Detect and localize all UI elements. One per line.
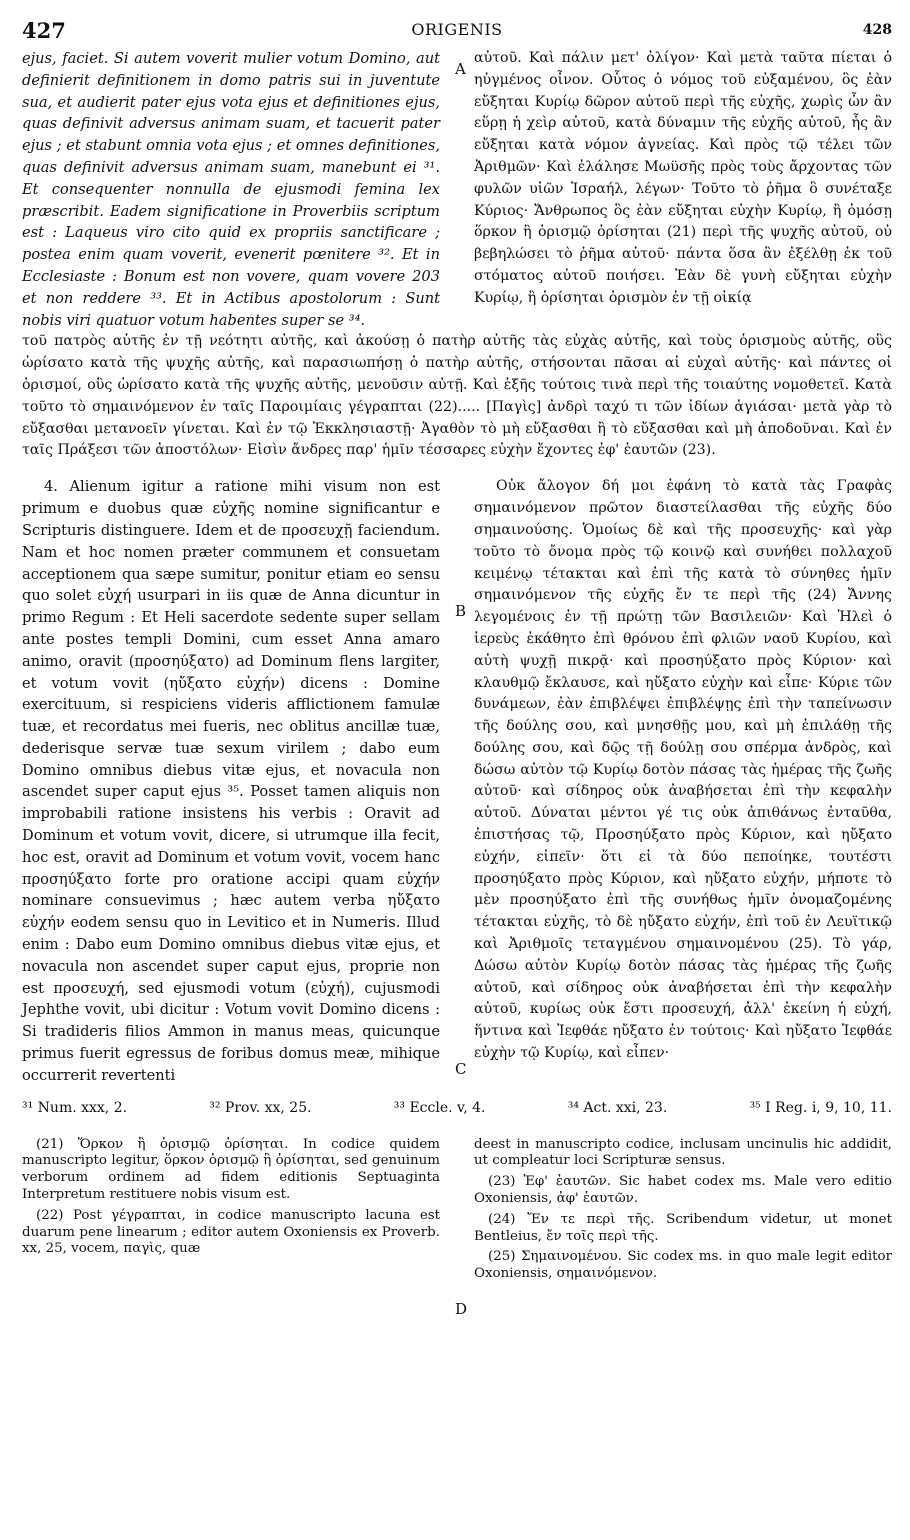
scripture-references (22, 1097, 892, 1123)
margin-marker-a: A (455, 60, 466, 78)
page-number-left: 427 (22, 18, 66, 43)
margin-marker-c: C (455, 1060, 467, 1078)
greek-text-top: αὐτοῦ. Καὶ πάλιν μετ' ὀλίγον· Καὶ μετὰ ταῦτα πίεται ὁ ηὐγμένος οἶνον. Οὗτος ὁ νόμος τοῦ εὐξαμένου, ὃς ἐὰν εὔξηται Κυρίῳ δῶρον αὐτοῦ περὶ τῆς εὐχῆς, χωρὶς ὧν ἂν εὕρῃ ἡ χεὶρ αὐτοῦ, κατὰ δύναμιν τῆς εὐχῆς αὐτοῦ, ἧς ἂν εὔξηται κατὰ νόμον ἁγνείας. Καὶ πρὸς τῷ τέλει τῶν Ἀριθμῶν· Καὶ ἐλάλησε Μωϋσῆς πρὸς τοὺς ἄρχοντας τῶν φυλῶν υἱῶν Ἰσραήλ, λέγων· Τοῦτο τὸ ῥῆμα ὃ συνέταξε Κύριος· Ἄνθρωπος ὃς ἐὰν εὔξηται εὐχὴν Κυρίῳ, ἢ ὀμόσῃ ὅρκον ἢ ὁρισμῷ ὁρίσηται (21) περὶ τῆς ψυχῆς αὐτοῦ, οὐ βεβηλώσει τὸ ῥῆμα αὐτοῦ· πάντα ὅσα ἂν ἐξέλθῃ ἐκ τοῦ στόματος αὐτοῦ ποιήσει. Ἐὰν δὲ γυνὴ εὔξηται εὐχὴν Κυρίῳ, ἢ ὁρίσηται ὁρισμὸν ἐν τῇ οἰκίᾳ (474, 50, 892, 306)
latin-text-top: ejus, faciet. Si autem voverit mulier votum Domino, aut definierit definitionem in domo patris sui in juventute sua, et audierit pater ejus vota ejus et definitiones ejus, quas definivit adversus animam suam, et tacuerit pater ejus ; et stabunt omnia vota ejus ; et omnes definitiones, quas definivit adversus animam suam, manebunt ei ³¹. Et consequenter nonnulla de ejusmodi femina lex præscribit. Eadem significatione in Proverbiis scriptum est : Laqueus viro cito quid ex propriis sanctificare ; postea enim quam voverit, evenerit pœnitere ³². Et in Ecclesiaste : Bonum est non vovere, quam vovere 203 et non reddere ³³. Et in Actibus apostolorum : Sunt nobis viri quatuor votum habentes super se ³⁴. (22, 50, 440, 329)
latin-column-top (22, 48, 440, 331)
greek-column-top (474, 48, 892, 331)
running-title: ORIGENIS (411, 20, 503, 39)
footnote-23: (23) Ἐφ' ἑαυτῶν. Sic habet codex ms. Male vero editio Oxoniensis, ἀφ' ἑαυτῶν. (474, 1174, 892, 1207)
reference-32: ³² Prov. xx, 25. (209, 1099, 312, 1116)
footnote-22-continued: deest in manuscripto codice, inclusam uncinulis hic addidit, ut compleatur loci Scripturæ sensus. (474, 1136, 892, 1169)
top-section (22, 48, 892, 331)
footnote-24: (24) Ἔν τε περὶ τῆς. Scribendum videtur, ut monet Bentleius, ἔν τοῖς περὶ τῆς. (474, 1211, 892, 1244)
margin-marker-d: D (455, 1300, 468, 1318)
latin-text-lower: 4. Alienum igitur a ratione mihi visum non est primum e duobus quæ εὐχῆς nomine significantur e Scripturis distinguere. Idem et de προσευχῇ faciendum. Nam et hoc nomen præter communem et consuetam acceptionem qua sæpe sumitur, ponitur etiam eo sensu quo solet εὐχή usurpari in iis quæ de Anna dicuntur in primo Regum : Et Heli sacerdote sedente super sellam ante postes templi Domini, cum esset Anna amaro animo, oravit (προσηύξατο) ad Dominum flens largiter, et votum vovit (ηὔξατο εὐχήν) dicens : Domine exercituum, si respiciens videris afflictionem famulæ tuæ, et recordatus mei fueris, nec oblitus ancillæ tuæ, dederisque servæ tuæ sexum virilem ; dabo eum Domino omnibus diebus vitæ ejus, et novacula non ascendet super caput ejus ³⁵. Posset tamen aliquis non improbabili ratione insistens his verbis : Oravit ad Dominum et votum vovit, dicere, si utrumque illa fecit, hoc est, oravit ad Dominum et votum vovit, vocem hanc προσηύξατο forte pro oratione accipi quam εὐχήν nominare consuevimus ; hæc autem verba ηὔξατο εὐχήν eodem sensu quo in Levitico et in Numeris. Illud enim : Dabo eum Domino omnibus diebus vitæ ejus, et novacula non ascendet super caput ejus, proprie non est προσευχή, sed ejusmodi votum (εὐχή), cujusmodi Jephthe vovit, ubi dicitur : Votum vovit Domino dicens : Si tradideris filios Ammon in manus meas, quicunque primus fuerit egressus de foribus domus meæ, mihique occurrerit revertenti (22, 478, 440, 1084)
latin-column-lower (22, 476, 440, 1086)
footnotes (22, 1137, 892, 1287)
margin-marker-b: B (455, 602, 467, 620)
greek-column-lower (474, 476, 892, 1086)
reference-33: ³³ Eccle. v, 4. (393, 1099, 486, 1116)
reference-34: ³⁴ Act. xxi, 23. (567, 1099, 668, 1116)
greek-text-lower: Οὐκ ἄλογον δή μοι ἐφάνη τὸ κατὰ τὰς Γραφὰς σημαινόμενον πρῶτον διαστείλασθαι τῆς εὐχῆς δύο σημαινούσης. Ὁμοίως δὲ καὶ τῆς προσευχῆς· καὶ γὰρ τοῦτο τὸ ὄνομα πρὸς τῷ κοινῷ καὶ συνήθει πολλαχοῦ κειμένῳ τέτακται καὶ ἐπὶ τῆς κατὰ τὸ σύνηθες ἡμῖν σημαινόμενον τῆς εὐχῆς ἔν τε περὶ τῆς (24) Ἄννης λεγομένοις ἐν τῇ πρώτῃ τῶν Βασιλειῶν· Καὶ Ἡλεὶ ὁ ἱερεὺς ἐκάθητο ἐπὶ θρόνου ἐπὶ φλιῶν ναοῦ Κυρίου, καὶ αὐτὴ ψυχῇ πικρᾷ· καὶ προσηύξατο πρὸς Κύριον· καὶ κλαυθμῷ ἔκλαυσε, καὶ ηὔξατο εὐχὴν καὶ εἶπε· Κύριε τῶν δυνάμεων, ἐὰν ἐπιβλέψει ἐπιβλέψῃς ἐπὶ τὴν ταπείνωσιν τῆς δούλης σου, καὶ μνησθῇς μου, καὶ μὴ ἐπιλάθῃ τῆς δούλης σου, καὶ δῷς τῇ δούλῃ σου σπέρμα ἀνδρὸς, καὶ δώσω αὐτὸν τῷ Κυρίῳ δοτὸν πάσας τὰς ἡμέρας τῆς ζωῆς αὐτοῦ· καὶ σίδηρος οὐκ ἀναβήσεται ἐπὶ τὴν κεφαλὴν αὐτοῦ. Δύναται μέντοι γέ τις οὐκ ἀπιθάνως ἐνταῦθα, ἐπιστήσας τῷ, Προσηύξατο πρὸς Κύριον, καὶ ηὔξατο εὐχήν, εἰπεῖν· ὅτι εἰ τὰ δύο πεποίηκε, τουτέστι προσηύξατο πρὸς Κύριον, καὶ ηὔξατο εὐχήν, μήποτε τὸ μὲν προσηύξατο ἐπὶ τῆς συνήθως ἡμῖν ὀνομαζομένης τέτακται εὐχῆς, τὸ δὲ ηὔξατο εὐχήν, ἐπὶ τοῦ ἐν Λευϊτικῷ καὶ Ἀριθμοῖς τεταγμένου σημαινομένου (25). Τὸ γάρ, Δώσω αὐτὸν Κυρίῳ δοτὸν πάσας τὰς ἡμέρας τῆς ζωῆς αὐτοῦ, καὶ σίδηρος οὐκ ἀναβήσεται ἐπὶ τὴν κεφαλὴν αὐτοῦ, κυρίως οὐκ ἔστι προσευχή, ἀλλ' ἐκείνη ἡ εὐχή, ἥντινα καὶ Ἰεφθάε ηὔξατο ἐν τούτοις· Καὶ ηὔξατο Ἰεφθάε εὐχὴν τῷ Κυρίῳ, καὶ εἶπεν· (474, 478, 892, 1062)
page-number-right: 428 (862, 22, 892, 38)
lower-section (22, 476, 892, 1086)
footnote-25: (25) Σημαινομένου. Sic codex ms. in quo male legit editor Oxoniensis, σημαινόμενον. (474, 1249, 892, 1282)
page-header (22, 14, 892, 48)
greek-full-width-text: τοῦ πατρὸς αὐτῆς ἐν τῇ νεότητι αὐτῆς, καὶ ἀκούσῃ ὁ πατὴρ αὐτῆς τὰς εὐχὰς αὐτῆς, καὶ τοὺς ὁρισμοὺς αὐτῆς, οὓς ὡρίσατο κατὰ τῆς ψυχῆς αὐτῆς, καὶ παρασιωπήσῃ ὁ πατὴρ αὐτῆς, στήσονται πᾶσαι αἱ εὐχαὶ αὐτῆς· καὶ πάντες οἱ ὁρισμοί, οὓς ὡρίσατο κατὰ τῆς ψυχῆς αὐτῆς, μενοῦσιν αὐτῇ. Καὶ ἑξῆς τούτοις τινὰ περὶ τῆς τοιαύτης νομοθετεῖ. Κατὰ τοῦτο τὸ σημαινόμενον ἐν ταῖς Παροιμίαις γέγραπται (22)..... [Παγὶς] ἀνδρὶ ταχύ τι τῶν ἰδίων ἁγιάσαι· μετὰ γὰρ τὸ εὔξασθαι μετανοεῖν γίνεται. Καὶ ἐν τῷ Ἐκκλησιαστῇ· Ἀγαθὸν τὸ μὴ εὔξασθαι ἢ τὸ εὔξασθαι καὶ μὴ ἀποδοῦναι. Καὶ ἐν ταῖς Πράξεσι τῶν ἀποστόλων· Εἰσὶν ἄνδρες παρ' ἡμῖν τέσσαρες εὐχὴν ἔχοντες ἐφ' ἑαυτῶν (23). (22, 333, 892, 459)
footnote-22: (22) Post γέγραπται, in codice manuscripto lacuna est duarum pene linearum ; editor autem Oxoniensis ex Proverb. xx, 25, vocem, παγὶς, quæ (22, 1207, 440, 1257)
reference-31: ³¹ Num. xxx, 2. (22, 1099, 128, 1116)
reference-35: ³⁵ I Reg. i, 9, 10, 11. (749, 1099, 892, 1116)
footnotes-right (474, 1137, 892, 1287)
footnotes-left (22, 1137, 440, 1287)
book-page (22, 14, 892, 1318)
footnote-21: (21) Ὅρκον ἢ ὁρισμῷ ὁρίσηται. In codice quidem manuscripto legitur, ὅρκον ὁρισμῷ ἢ ὁρίσηται, sed genuinum verborum ordinem ad fidem editionis Septuaginta Interpretum restituere nobis visum est. (22, 1136, 440, 1203)
